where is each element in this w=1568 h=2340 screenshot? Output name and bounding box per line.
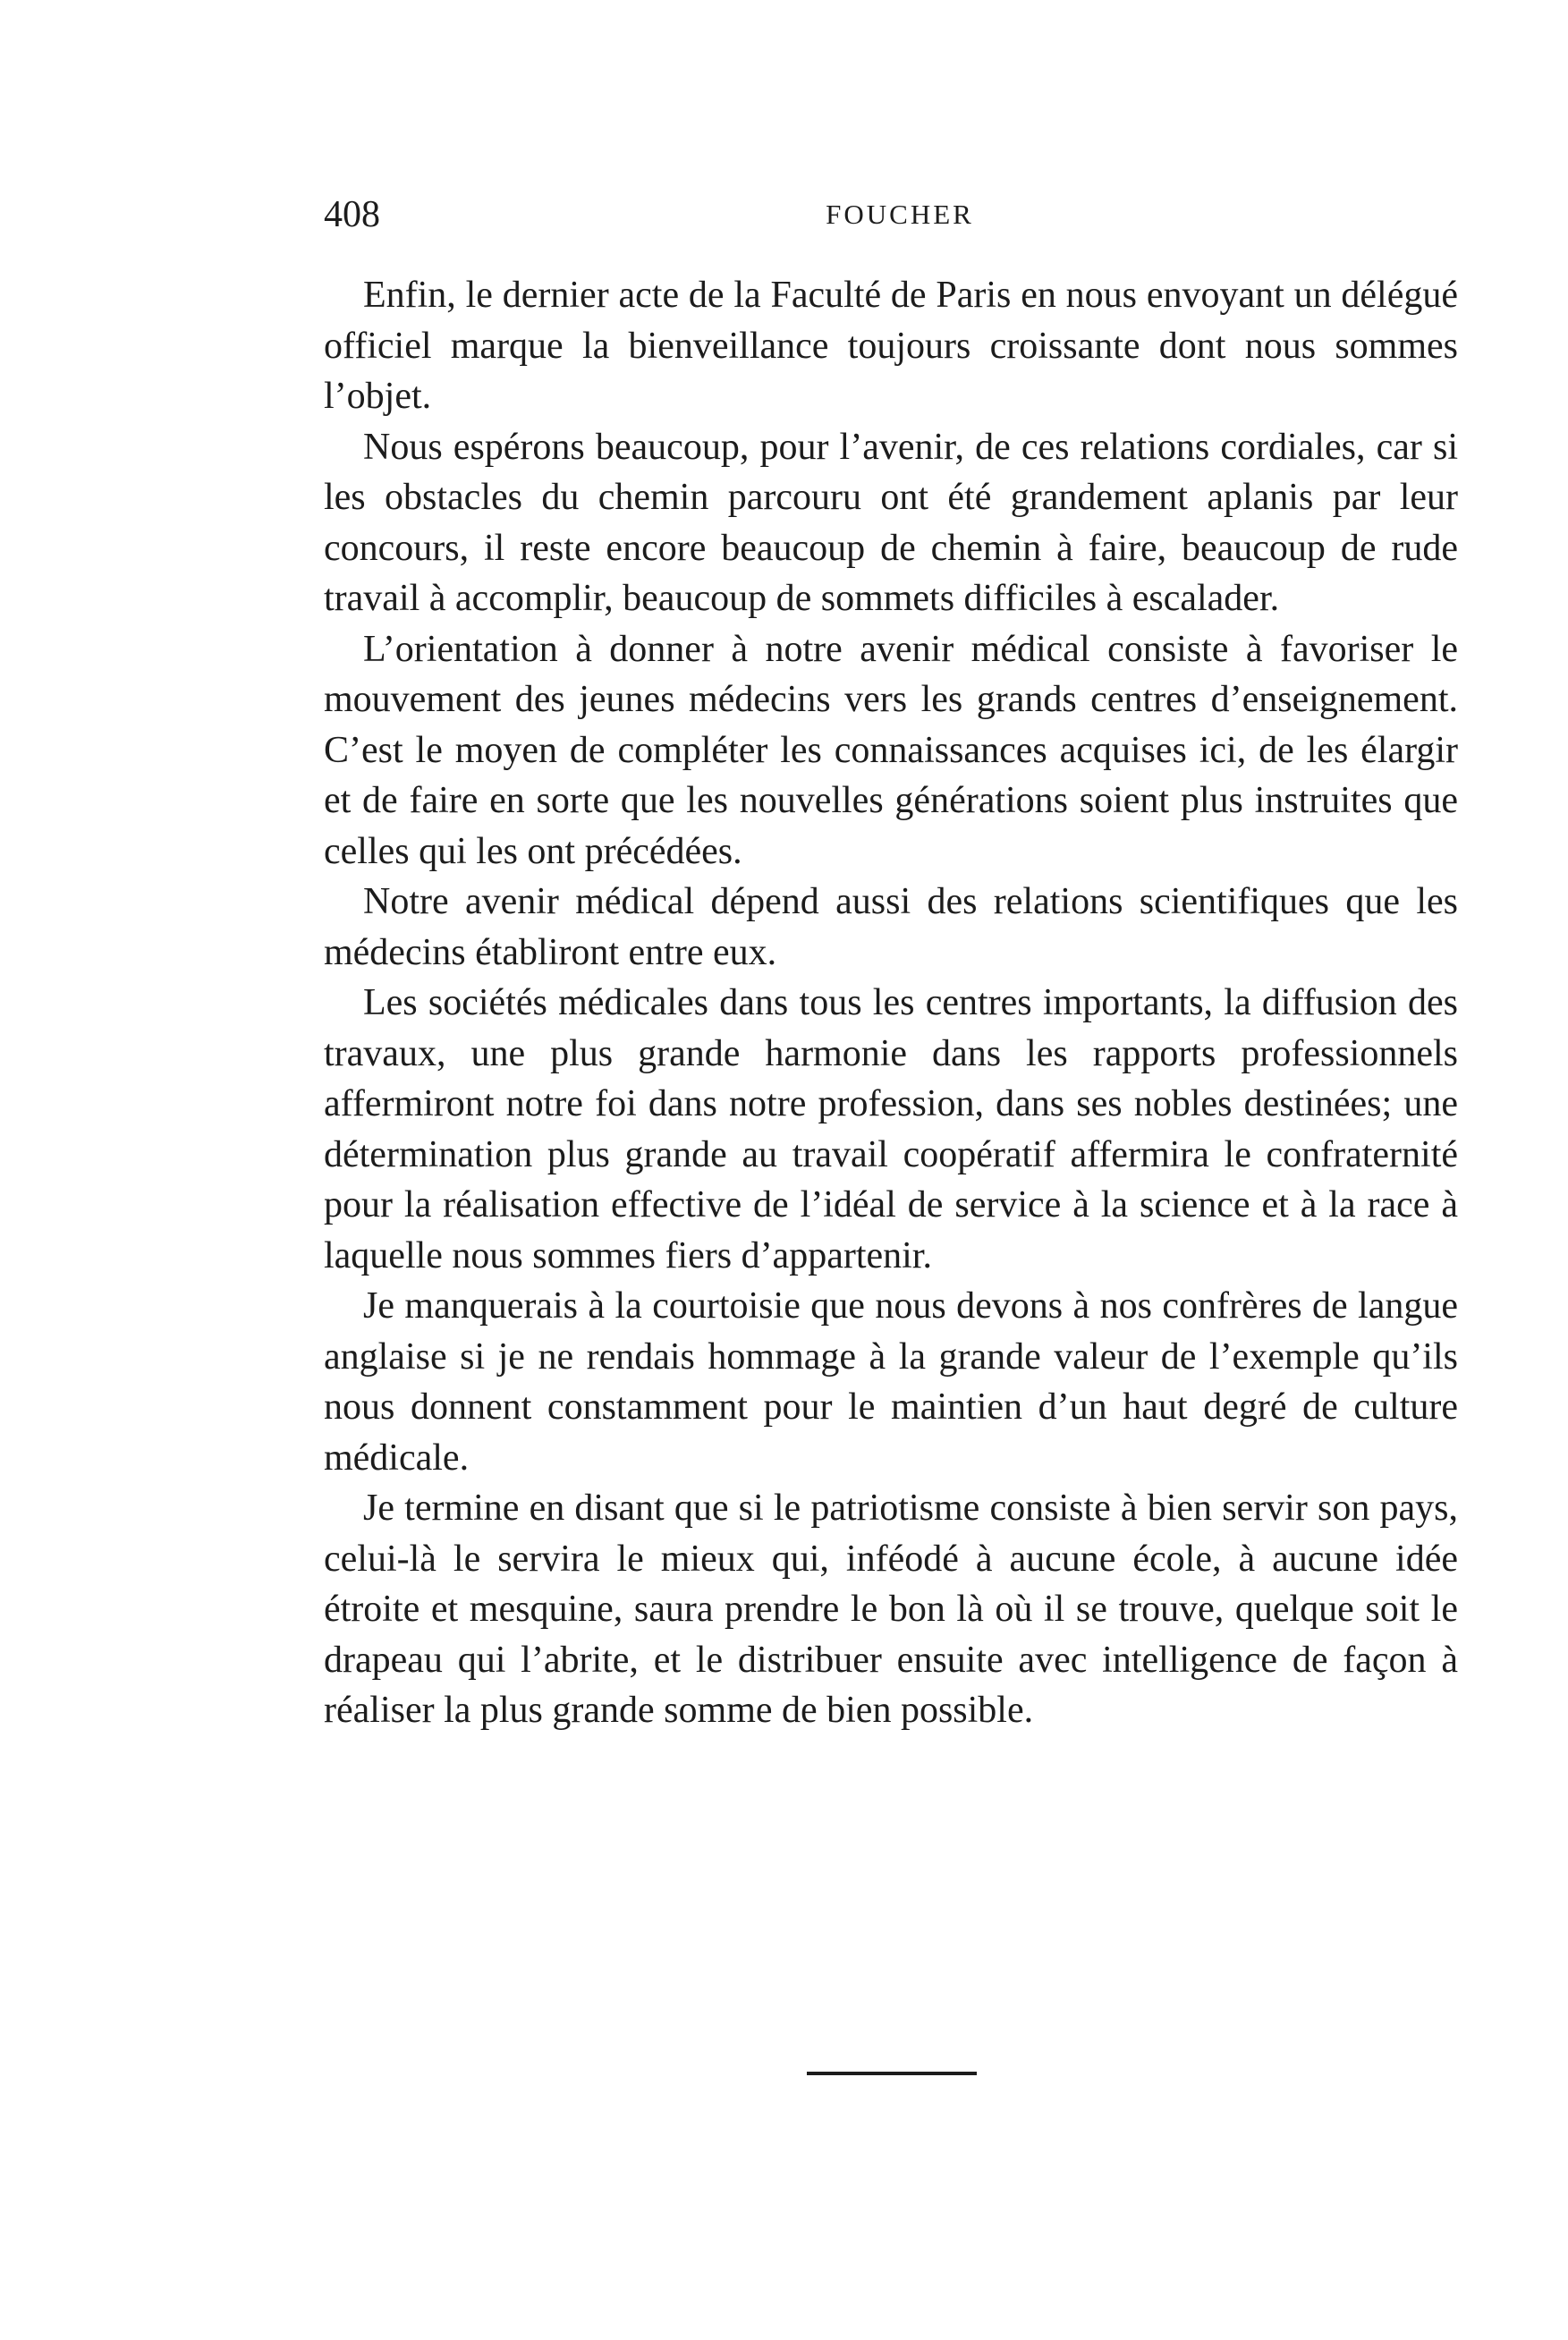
- section-end-rule: [807, 2072, 977, 2075]
- paragraph: Notre avenir médical dépend aussi des relations scientifiques que les médecins établiront entre eux.: [324, 881, 1458, 973]
- paragraph: Enfin, le dernier acte de la Faculté de Paris en nous envoyant un délégué officiel marque la bienveillance toujours croissante dont nous sommes l’objet.: [324, 275, 1458, 417]
- paragraph: Je manquerais à la courtoisie que nous devons à nos confrères de langue anglaise si je ne rendais hommage à la grande valeur de l’exemple qu’ils nous donnent constamment pour le maintien d’un haut degré de culture médicale.: [324, 1285, 1458, 1479]
- body-text: [324, 270, 1458, 1736]
- page-number: 408: [324, 194, 380, 235]
- paragraph: Je termine en disant que si le patriotisme consiste à bien servir son pays, celui-là le servira le mieux qui, inféodé à aucune école, à aucune idée étroite et mesquine, saura prendre le bon là où il se trouve, quelque soit le drapeau qui l’abrite, et le distribuer ensuite avec intelligence de façon à réaliser la plus grande somme de bien possible.: [324, 1488, 1458, 1731]
- running-title: FOUCHER: [826, 199, 974, 230]
- paragraph: Les sociétés médicales dans tous les centres importants, la diffusion des travaux, une plus grande harmonie dans les rapports professionnels affermiront notre foi dans notre profession, dans ses nobles destinées; une détermination plus grande au travail coopératif affermira le confraternité pour la réalisation effective de l’idéal de service à la science et à la race à laquelle nous sommes fiers d’appartenir.: [324, 982, 1458, 1276]
- paragraph: Nous espérons beaucoup, pour l’avenir, de ces relations cordiales, car si les obstacles du chemin parcouru ont été grandement aplanis par leur concours, il reste encore beaucoup de chemin à faire, beaucoup de rude travail à accomplir, beaucoup de sommets difficiles à escalader.: [324, 426, 1458, 619]
- running-head: [324, 188, 1449, 242]
- paragraph: L’orientation à donner à notre avenir médical consiste à favoriser le mouvement des jeunes médecins vers les grands centres d’enseignement. C’est le moyen de compléter les connaissances acquises ici, de les élargir et de faire en sorte que les nouvelles générations soient plus instruites que celles qui les ont précédées.: [324, 628, 1458, 872]
